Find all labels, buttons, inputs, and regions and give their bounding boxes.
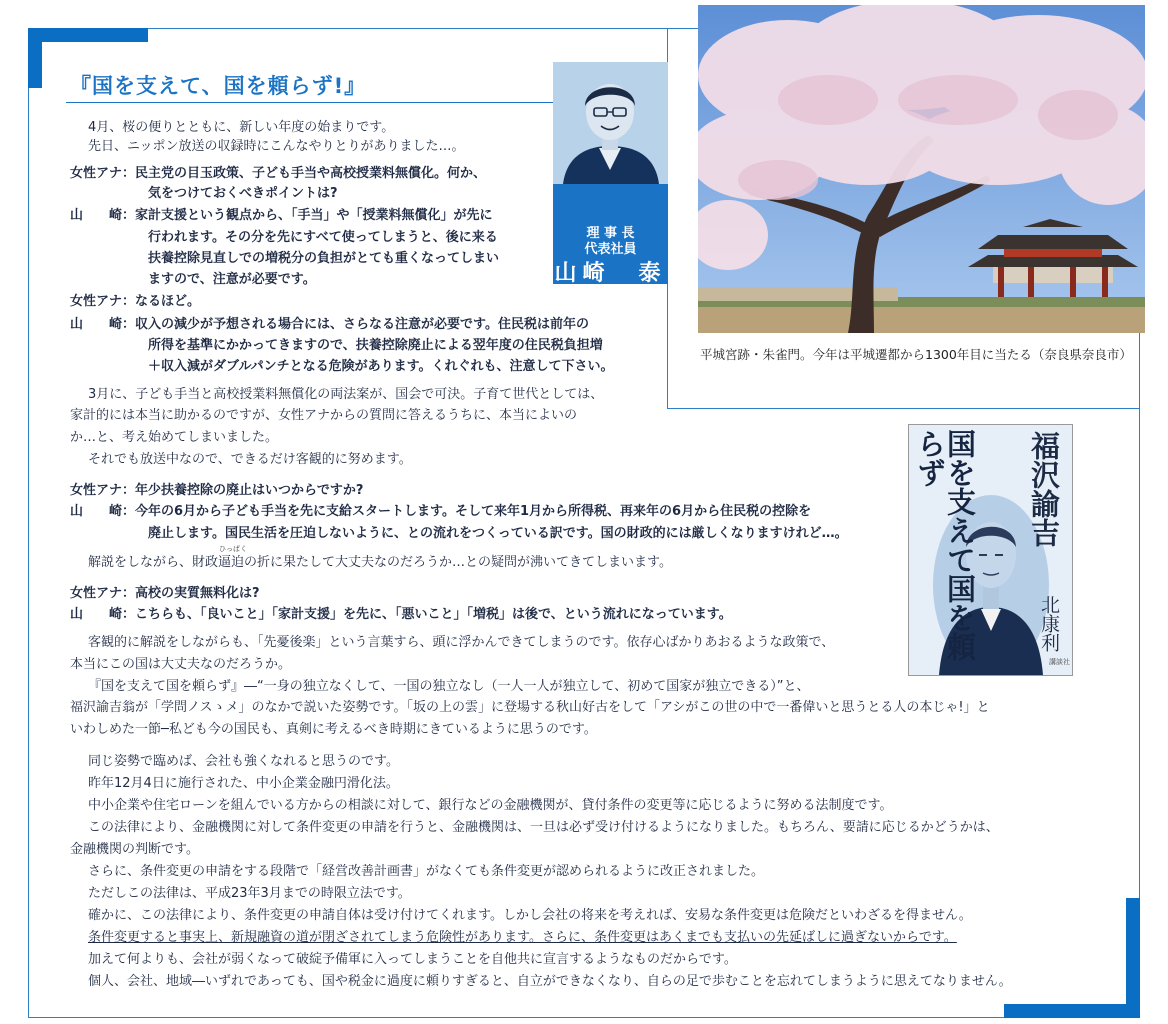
dialog1-line-8: 山 崎：収入の減少が予想される場合には、さらなる注意が必要です。住民税は前年の [70, 317, 589, 332]
para4-line-3: 中小企業や住宅ローンを組んでいる方からの相談に対して、銀行などの金融機関が、貸付条件の変更等に応じるように努める法制度です。 [88, 798, 893, 813]
para4-line-1: 同じ姿勢で臨めば、会社も強くなれると思うのです。 [88, 754, 399, 769]
para1-line-4: それでも放送中なので、できるだけ客観的に努めます。 [88, 452, 412, 467]
para1-line-1: 3月に、子ども手当と高校授業料無償化の両法案が、国会で可決。子育て世代としては、 [88, 387, 604, 402]
para4-line-4: この法律により、金融機関に対して条件変更の申請を行うと、金融機関は、一旦は必ず受け付けるようになりました。もちろん、要請に応じるかどうかは、 [88, 820, 999, 835]
person-portrait-icon [553, 62, 668, 184]
dialog2-line-3: 廃止します。国民生活を圧迫しないように、との流れをつくっている訳です。国の財政的には厳しくなりますけれど…。 [148, 526, 848, 541]
book-publisher: 講談社 [1049, 658, 1070, 666]
ruby-hippaku: ひっぱく [219, 545, 247, 553]
dialog1-line-4: 行われます。その分を先にすべて使ってしまうと、後に来る [148, 230, 498, 245]
cherry-blossom-scene-icon [698, 5, 1145, 333]
portrait-box [553, 62, 668, 284]
book-author: 北康利 [1038, 595, 1060, 652]
dialog1-line-5: 扶養控除見直しでの増税分の負担がとても重くなってしまい [148, 251, 500, 266]
dialog1-line-10: ＋収入減がダブルパンチとなる危険があります。くれぐれも、注意して下さい。 [148, 359, 614, 374]
portrait-photo [553, 62, 668, 184]
dialog2-line-2: 山 崎：今年の6月から子ども手当を先に支給スタートします。そして来年1月から所得税、再来年の6月から住民税の控除を [70, 504, 812, 519]
dialog1-line-1: 女性アナ：民主党の目玉政策、子ども手当や高校授業料無償化。何か、 [70, 166, 487, 181]
para4-line-5: 金融機関の判断です。 [70, 842, 199, 857]
book-title-main: 国を支えて国を頼らず [913, 429, 977, 661]
para1-line-2: 家計的には本当に助かるのですが、女性アナからの質問に答えるうちに、本当によいの [70, 408, 578, 423]
dialog3-line-1: 女性アナ：高校の実質無料化は? [70, 586, 260, 601]
para4-line-10: 加えて何よりも、会社が弱くなって破綻予備軍に入ってしまうことを自他共に宣言するようなものだからです。 [88, 952, 737, 967]
para3-line-2: 本当にこの国は大丈夫なのだろうか。 [70, 657, 292, 672]
dialog3-line-2: 山 崎：こちらも、「良いこと」「家計支援」を先に、「悪いこと」「増税」は後で、という流れになっています。 [70, 607, 732, 622]
dialog1-line-9: 所得を基準にかかってきますので、扶養控除廃止による翌年度の住民税負担増 [148, 338, 603, 353]
book-title-name: 福沢諭吉 [1027, 431, 1061, 547]
corner-top-left [28, 28, 148, 42]
dialog2-line-1: 女性アナ：年少扶養控除の廃止はいつからですか? [70, 483, 364, 498]
portrait-role-1: 理 事 長 [586, 226, 635, 241]
article-title: 『国を支えて、国を頼らず!』 [70, 74, 367, 98]
photo-caption: 平城宮跡・朱雀門。今年は平城遷都から1300年目に当たる（奈良県奈良市） [700, 347, 1132, 362]
book-cover [908, 424, 1073, 676]
para4-line-7: ただしこの法律は、平成23年3月までの時限立法です。 [88, 886, 411, 901]
para2-line: 解説をしながら、財政逼迫の折に果たして大丈夫なのだろうか…との疑問が沸いてきてしまいます。 [88, 555, 672, 570]
para3-line-1: 客観的に解説をしながらも、「先憂後楽」という言葉すら、頭に浮かんできてしまうのです。依存心ばかりあおるような政策で、 [88, 635, 835, 650]
para3-line-5: いわしめた一節─私ども今の国民も、真剣に考えるべき時期にきているように思うのです。 [70, 722, 597, 737]
portrait-role-2: 代表社員 [584, 242, 637, 257]
frame-bottom-line [28, 1017, 1140, 1018]
para4-line-8: 確かに、この法律により、条件変更の申請自体は受け付けてくれます。しかし会社の将来を考えれば、安易な条件変更は危険だといわざるを得ません。 [88, 908, 972, 923]
frame-left-line [28, 28, 29, 1018]
corner-bottom-right-v [1126, 898, 1140, 1018]
para1-line-3: か…と、考え始めてしまいました。 [70, 430, 279, 445]
intro-line-1: 4月、桜の便りとともに、新しい年度の始まりです。 [88, 120, 395, 135]
para4-line-11: 個人、会社、地域―いずれであっても、国や税金に過度に頼りすぎると、自立ができなくなり、自らの足で歩むことを忘れてしまうように思えてなりません。 [88, 974, 1012, 989]
dialog1-line-7: 女性アナ：なるほど。 [70, 294, 201, 309]
corner-top-left-v [28, 28, 42, 88]
title-rule [66, 102, 554, 103]
para3-line-3: 『国を支えて国を頼らず』―“一身の独立なくして、一国の独立なし（一人一人が独立して、初めて国家が独立できる）”と、 [88, 679, 810, 694]
para4-line-2: 昨年12月4日に施行された、中小企業金融円滑化法。 [88, 776, 399, 791]
dialog1-line-6: ますので、注意が必要です。 [148, 272, 316, 287]
dialog1-line-2: 気をつけておくべきポイントは? [148, 186, 338, 201]
dialog1-line-3: 山 崎：家計支援という観点から、「手当」や「授業料無償化」が先に [70, 208, 493, 223]
cherry-blossom-photo [698, 5, 1145, 333]
portrait-name: 山崎 泰 [554, 261, 667, 284]
corner-bottom-right [1004, 1004, 1140, 1018]
intro-line-2: 先日、ニッポン放送の収録時にこんなやりとりがありました…。 [88, 139, 465, 154]
para4-line-6: さらに、条件変更の申請をする段階で「経営改善計画書」がなくても条件変更が認められるように改正されました。 [88, 864, 765, 879]
frame-inner-horizontal [667, 408, 1140, 409]
para4-line-9: 条件変更すると事実上、新規融資の道が閉ざされてしまう危険性があります。さらに、条件変更はあくまでも支払いの先延ばしに過ぎないからです。 [88, 930, 957, 945]
para3-line-4: 福沢諭吉翁が「学問ノスゝメ」のなかで説いた姿勢です。「坂の上の雲」に登場する秋山好古をして「アシがこの世の中で一番偉いと思うとる人の本じゃ!」と [70, 700, 990, 715]
